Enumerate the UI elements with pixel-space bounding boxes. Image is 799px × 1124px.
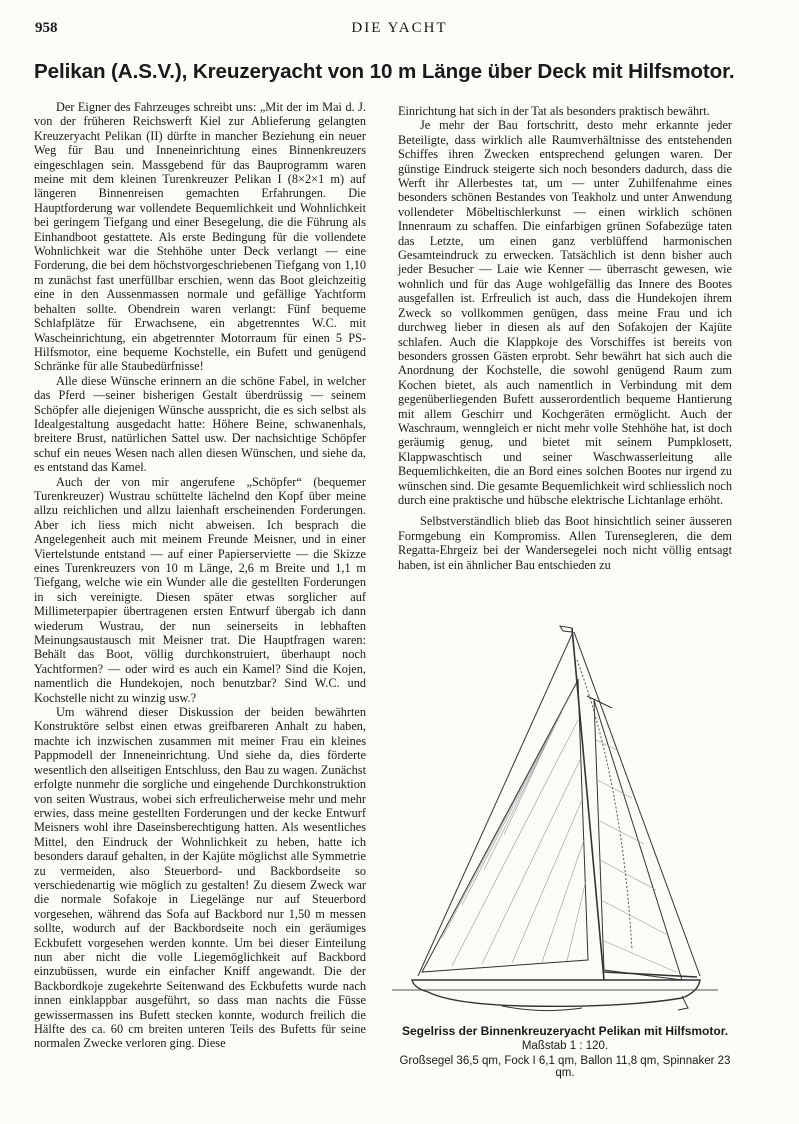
- page-number: 958: [35, 20, 58, 36]
- running-title: DIE YACHT: [351, 20, 448, 36]
- paragraph: Einrichtung hat sich in der Tat als besonders praktisch bewährt.: [398, 104, 710, 118]
- paragraph: Auch der von mir angerufene „Schöpfer“ (bequemer Turenkreuzer) Wustrau schüttelte lächelnd den Kopf über meine allzu reichlichen und allzu laienhaft erscheinenden Forderungen. Aber ich liess mich nicht abweisen. Ich besprach die Angelegenheit auch mit meinem Freunde Meisner, und in einer Viertelstunde entstand — auf einer Papierserviette — die Skizze eines Turenkreuzers von 10 m Länge, 2,6 m Breite und 1,1 m Tiefgang, welche wie ein Wunder alle die gestellten Forderungen in sich vereinigte. Diesen später etwas sorglicher auf Millimeterpapier übertragenen ersten Entwurf übergab ich dann wiederum Wustrau, der nun seinerseits in lebhaften Meinungsaustausch mit Meisner trat. Die Hauptfragen waren: Behält das Boot, völlig durchkonstruiert, überhaupt noch Yachtformen? — oder wird es auch ein Kamel? Sind die Kojen, namentlich die Hundekojen, noch benutzbar? Sind W.C. und Kochstelle nicht zu winzig usw.?: [34, 474, 366, 705]
- paragraph: Je mehr der Bau fortschritt, desto mehr erkannte jeder Beteiligte, dass wirklich alle Raumverhältnisse des entstehenden Schiffes ihren Zwecken entsprechend gelungen waren. Der günstige Eindruck steigerte sich noch besonders dadurch, dass die Werft ihr Allerbestes tat, um — unter Zuhilfenahme eines besonders schönen Bestandes von Teakholz und unter Anwendung vollendeter Möbeltischlerkunst — einen wirklich schönen Innenraum zu schaffen. Die einfarbigen grünen Sofabezüge taten das Letzte, um einen ganz verblüffend harmonischen Gesamteindruck zu erwecken. Tatsächlich ist denn bisher auch jeder Besucher — Laie wie Kenner — überrascht gewesen, wie wohnlich und für das Auge wohlgefällig das Innere des Bootes ausgefallen ist. Erfreulich ist auch, dass die Hundekojen ihrem Zweck so vollkommen genügen, dass meine Frau und ich durchweg lieber in diesen als auf den Sofakojen der Kajüte schlafen. Auch die Klappkoje des Vorschiffes ist bereits von besonders grossen Gästen erprobt. Sehr bewährt hat sich auch die Anordnung der Kochstelle, die sowohl genügend Raum zum Kochen bietet, als auch namentlich in Verbindung mit dem gegenüberliegenden Bufett ausserordentlich bequeme Hantierung mit allem Geschirr und Kochgeräten ermöglicht. Auch der Waschraum, wenngleich er nicht mehr volle Stehhöhe hat, ist doch geräumig genug, und bietet mit seinem Pumpklosett, Klappwaschtisch und seiner Waschwasserleitung alle Bequemlichkeiten, die an Bord eines solchen Bootes nur irgend zu wünschen sind. Die gesamte Bequemlichkeit wird schliesslich noch durch eine praktische und hübsche elektrische Lichtanlage erhöht.: [398, 118, 732, 507]
- sail-plan-drawing: [382, 620, 728, 1015]
- paragraph: Um während dieser Diskussion der beiden bewährten Konstruktöre selbst einen etwas greifbareren Anhalt zu haben, machte ich inzwischen zusammen mit meiner Frau ein kleines Pappmodell der Inneneinrichtung. Und siehe da, dies förderte wesentlich den allseitigen Entschluss, den Bau zu wagen. Zunächst erfolgte nunmehr die sorgliche und eingehende Durchkonstruktion von seiten Wustraus, wobei sich erfreulicherweise mehr und mehr erwies, dass meine gestellten Forderungen und der kecke Entwurf Meisners wohl ihre Daseinsberechtigung hatten. Als wesentliches Mittel, den Eindruck der Wohnlichkeit zu heben, hatte ich besonders darauf gehalten, in der Kajüte möglichst alle Symmetrie zu vermeiden, also Steuerbord- und Backbordseite so verschiedenartig wie möglich zu gestalten! Zu diesem Zweck war die normale Sofakoje in Liegelänge nur auf Steuerbord vorgesehen, während das Sofa auf Backbord nur 1,50 m messen sollte, wodurch auf der Backbordseite noch ein geräumiges Eckbufett vorgesehen werden konnte. Um bei dieser Einteilung nun aber nicht die volle Liegemöglichkeit auf Backbord einzubüssen, wurde ein einfacher Kniff angewandt. Die der Backbordkoje zugekehrte Seitenwand des Eckbufetts wurde nach innen einklappbar ausgeführt, so dass man nachts die Füsse gewissermassen ins Bufett stecken konnte, wodurch freilich die Hälfte des ca. 60 cm breiten unteren Teils des Bufetts für seine normalen Zwecke verloren ging. Diese: [34, 705, 366, 1051]
- figure-caption: Segelriss der Binnenkreuzeryacht Pelikan mit Hilfsmotor.: [401, 1024, 729, 1038]
- paragraph: Alle diese Wünsche erinnern an die schöne Fabel, in welcher das Pferd —seiner bisherigen Gestalt überdrüssig — seinem Schöpfer alle diejenigen Wünsche ausspricht, die es sich selbst als Idealgestaltung ausgedacht hatte: Höhere Beine, schwanenhals, breitere Brust, natürlichen Sattel usw. Der nachsichtige Schöpfer schuf ein neues Wesen nach allen diesen Wünschen, und siehe da, es entstand das Kamel.: [34, 373, 366, 475]
- left-column: [34, 100, 366, 1051]
- paragraph: Der Eigner des Fahrzeuges schreibt uns: „Mit der im Mai d. J. von der früheren Reichswerft Kiel zur Ablieferung gelangten Kreuzeryacht Pelikan (II) dürfte in mancher Beziehung ein neuer Weg für Bau und Inneneinrichtung eines Binnenkreuzers eingeschlagen sein. Massgebend für das Bauprogramm waren meine mit dem kleinen Turenkreuzer Pelikan I (8×2×1 m) auf längeren Binnenreisen gemachten Erfahrungen. Die Hauptforderung war vollendete Bequemlichkeit und Wohnlichkeit bei geringem Tiefgang und einer Besegelung, die die Führung als Einhandboot gestattete. Als erste Bedingung für die vollendete Wohnlichkeit war die Stehhöhe unter Deck verlangt — eine Forderung, die bei dem höchstvorgeschriebenen Tiefgang von 1,10 m zunächst fast unerfüllbar erschien, wenn das Boot gleichzeitig eine in den Aussenmassen normale und gefällige Yachtform behalten sollte. Obendrein waren verlangt: Fünf bequeme Schlafplätze für Erwachsene, ein abgetrenntes W.C. mit Wascheinrichtung, ein abgetrennter Motorraum für einen 5 PS-Hilfsmotor, eine bequeme Kochstelle, ein Bufett und genügend Schränke für alle Staubedürfnisse!: [34, 100, 366, 374]
- article-title: Pelikan (A.S.V.), Kreuzeryacht von 10 m Länge über Deck mit Hilfsmotor.: [34, 60, 735, 83]
- paragraph: Selbstverständlich blieb das Boot hinsichtlich seiner äusseren Formgebung ein Kompromiss. Allen Turensegleren, die dem Regatta-Ehrgeiz bei der Wandersegelei noch nicht völlig entsagt haben, ist ein ähnlicher Bau entschieden zu: [398, 514, 732, 572]
- figure-scale: Maßstab 1 : 120.: [521, 1040, 609, 1052]
- right-column: [398, 104, 732, 572]
- figure-sail-areas: Großsegel 36,5 qm, Fock I 6,1 qm, Ballon 11,8 qm, Spinnaker 23 qm.: [399, 1055, 731, 1079]
